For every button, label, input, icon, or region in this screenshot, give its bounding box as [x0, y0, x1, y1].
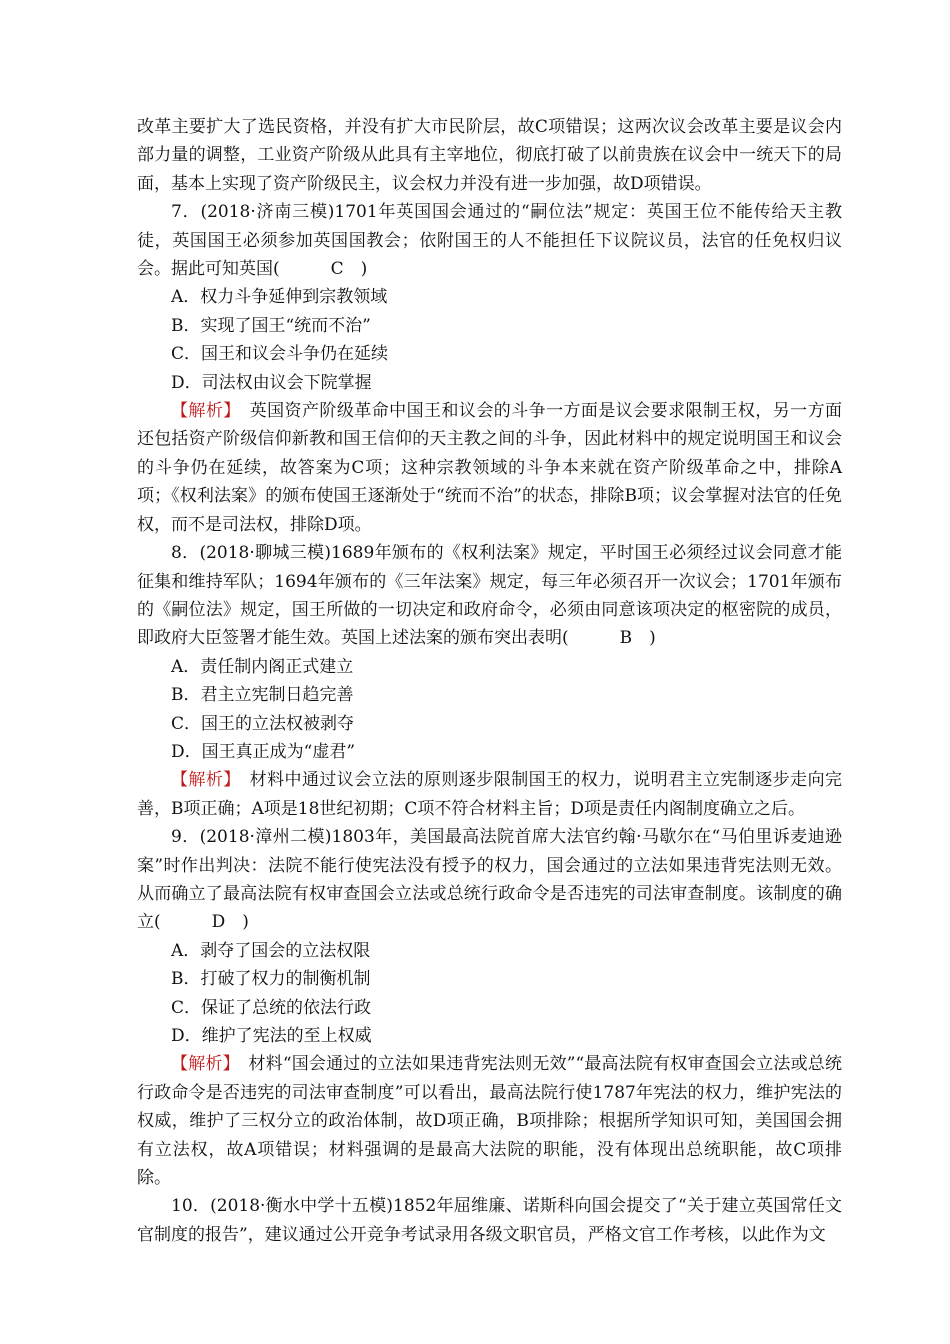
question-7-stem-end: ): [343, 259, 368, 280]
analysis-label: 【解析】: [171, 770, 233, 791]
analysis-label: 【解析】: [171, 401, 233, 422]
question-10-stem: 10．(2018·衡水中学十五模)1852年屈维廉、诺斯科向国会提交了“关于建立英国常任文官制度的报告”，建议通过公开竞争考试录用各级文职官员，严格文官工作考核，以此作为文: [137, 1196, 842, 1245]
question-9-stem-end: ): [225, 912, 249, 933]
question-9-option-d: D．维护了宪法的至上权威: [171, 1026, 372, 1046]
question-8-analysis-text: 材料中通过议会立法的原则逐步限制国王的权力，说明君主立宪制逐步走向完善，B项正确；A项是18世纪初期；C项不符合材料主旨；D项是责任内阁制度确立之后。: [137, 770, 843, 819]
question-8-option-c: C．国王的立法权被剥夺: [171, 713, 355, 734]
question-9-option-c: C．保证了总统的依法行政: [171, 997, 372, 1018]
question-7-analysis-text: 英国资产阶级革命中国王和议会的斗争一方面是议会要求限制王权，另一方面还包括资产阶级信仰新教和国王信仰的天主教之间的斗争，因此材料中的规定说明国王和议会的斗争仍在延续，故答案为C项；这种宗教领域的斗争本来就在资产阶级革命之中，排除A项；《权利法案》的颁布使国王逐渐处于“统而不治”的状态，排除B项；议会掌握对法官的任免权，而不是司法权，排除D项。: [137, 401, 843, 535]
question-7-option-d: D．司法权由议会下院掌握: [171, 372, 372, 393]
question-7-option-a: A．权力斗争延伸到宗教领域: [171, 287, 388, 308]
analysis-label: 【解析】: [171, 1054, 232, 1075]
question-7-option-c: C．国王和议会斗争仍在延续: [171, 344, 389, 365]
question-7-option-b: B．实现了国王“统而不治”: [171, 315, 371, 336]
question-9-stem: [137, 823, 842, 937]
question-9-stem-text: 9．(2018·漳州二模)1803年，美国最高法院首席大法官约翰·马歇尔在“马伯里诉麦迪逊案”时作出判决：法院不能行使宪法没有授予的权力，国会通过的立法如果违背宪法则无效。从而确立了最高法院有权审查国会立法或总统行政命令是否违宪的司法审查制度。该制度的确立(: [137, 827, 842, 933]
question-8-stem-end: ): [632, 628, 656, 649]
question-9-analysis-text: 材料“国会通过的立法如果违背宪法则无效”“最高法院有权审查国会立法或总统行政命令是否违宪的司法审查制度”可以看出，最高法院行使1787年宪法的权力，维护宪法的权威，维护了三权分立的政治体制，故D项正确，B项排除；根据所学知识可知，美国国会拥有立法权，故A项错误；材料强调的是最高大法院的职能，没有体现出总统职能，故C项排除。: [137, 1054, 842, 1189]
question-9-answer: D: [211, 912, 226, 933]
question-9-analysis: [137, 1050, 842, 1192]
question-8-option-b: B．君主立宪制日趋完善: [171, 685, 354, 706]
document-body: [137, 113, 842, 1249]
question-8-option-d: D．国王真正成为“虚君”: [171, 741, 356, 762]
question-8-stem-text: 8．(2018·聊城三模)1689年颁布的《权利法案》规定，平时国王必须经过议会同意才能征集和维持军队；1694年颁布的《三年法案》规定，每三年必须召开一次议会；1701年颁布的《嗣位法》规定，国王所做的一切决定和政府命令，必须由同意该项决定的枢密院的成员，即政府大臣签署才能生效。英国上述法案的颁布突出表明(: [137, 543, 842, 649]
question-7-answer: C: [330, 259, 344, 280]
question-9-option-a: A．剥夺了国会的立法权限: [171, 940, 371, 961]
question-8-analysis: [137, 766, 842, 823]
intro-paragraph: 改革主要扩大了选民资格，并没有扩大市民阶层，故C项错误；这两次议会改革主要是议会内部力量的调整，工业资产阶级从此具有主宰地位，彻底打破了以前贵族在议会中一统天下的局面，基本上实现了资产阶级民主，议会权力并没有进一步加强，故D项错误。: [137, 117, 842, 194]
question-8-answer: B: [619, 628, 633, 649]
question-7-analysis: [137, 397, 842, 539]
question-8-option-a: A．责任制内阁正式建立: [171, 656, 354, 677]
question-8-stem: [137, 539, 842, 653]
question-7-stem-text: 7．(2018·济南三模)1701年英国国会通过的“嗣位法”规定：英国王位不能传给天主教徒，英国国王必须参加英国国教会；依附国王的人不能担任下议院议员，法官的任免权归议会。据此可知英国(: [137, 202, 842, 280]
question-7-stem: [137, 198, 842, 283]
question-9-option-b: B．打破了权力的制衡机制: [171, 969, 371, 990]
